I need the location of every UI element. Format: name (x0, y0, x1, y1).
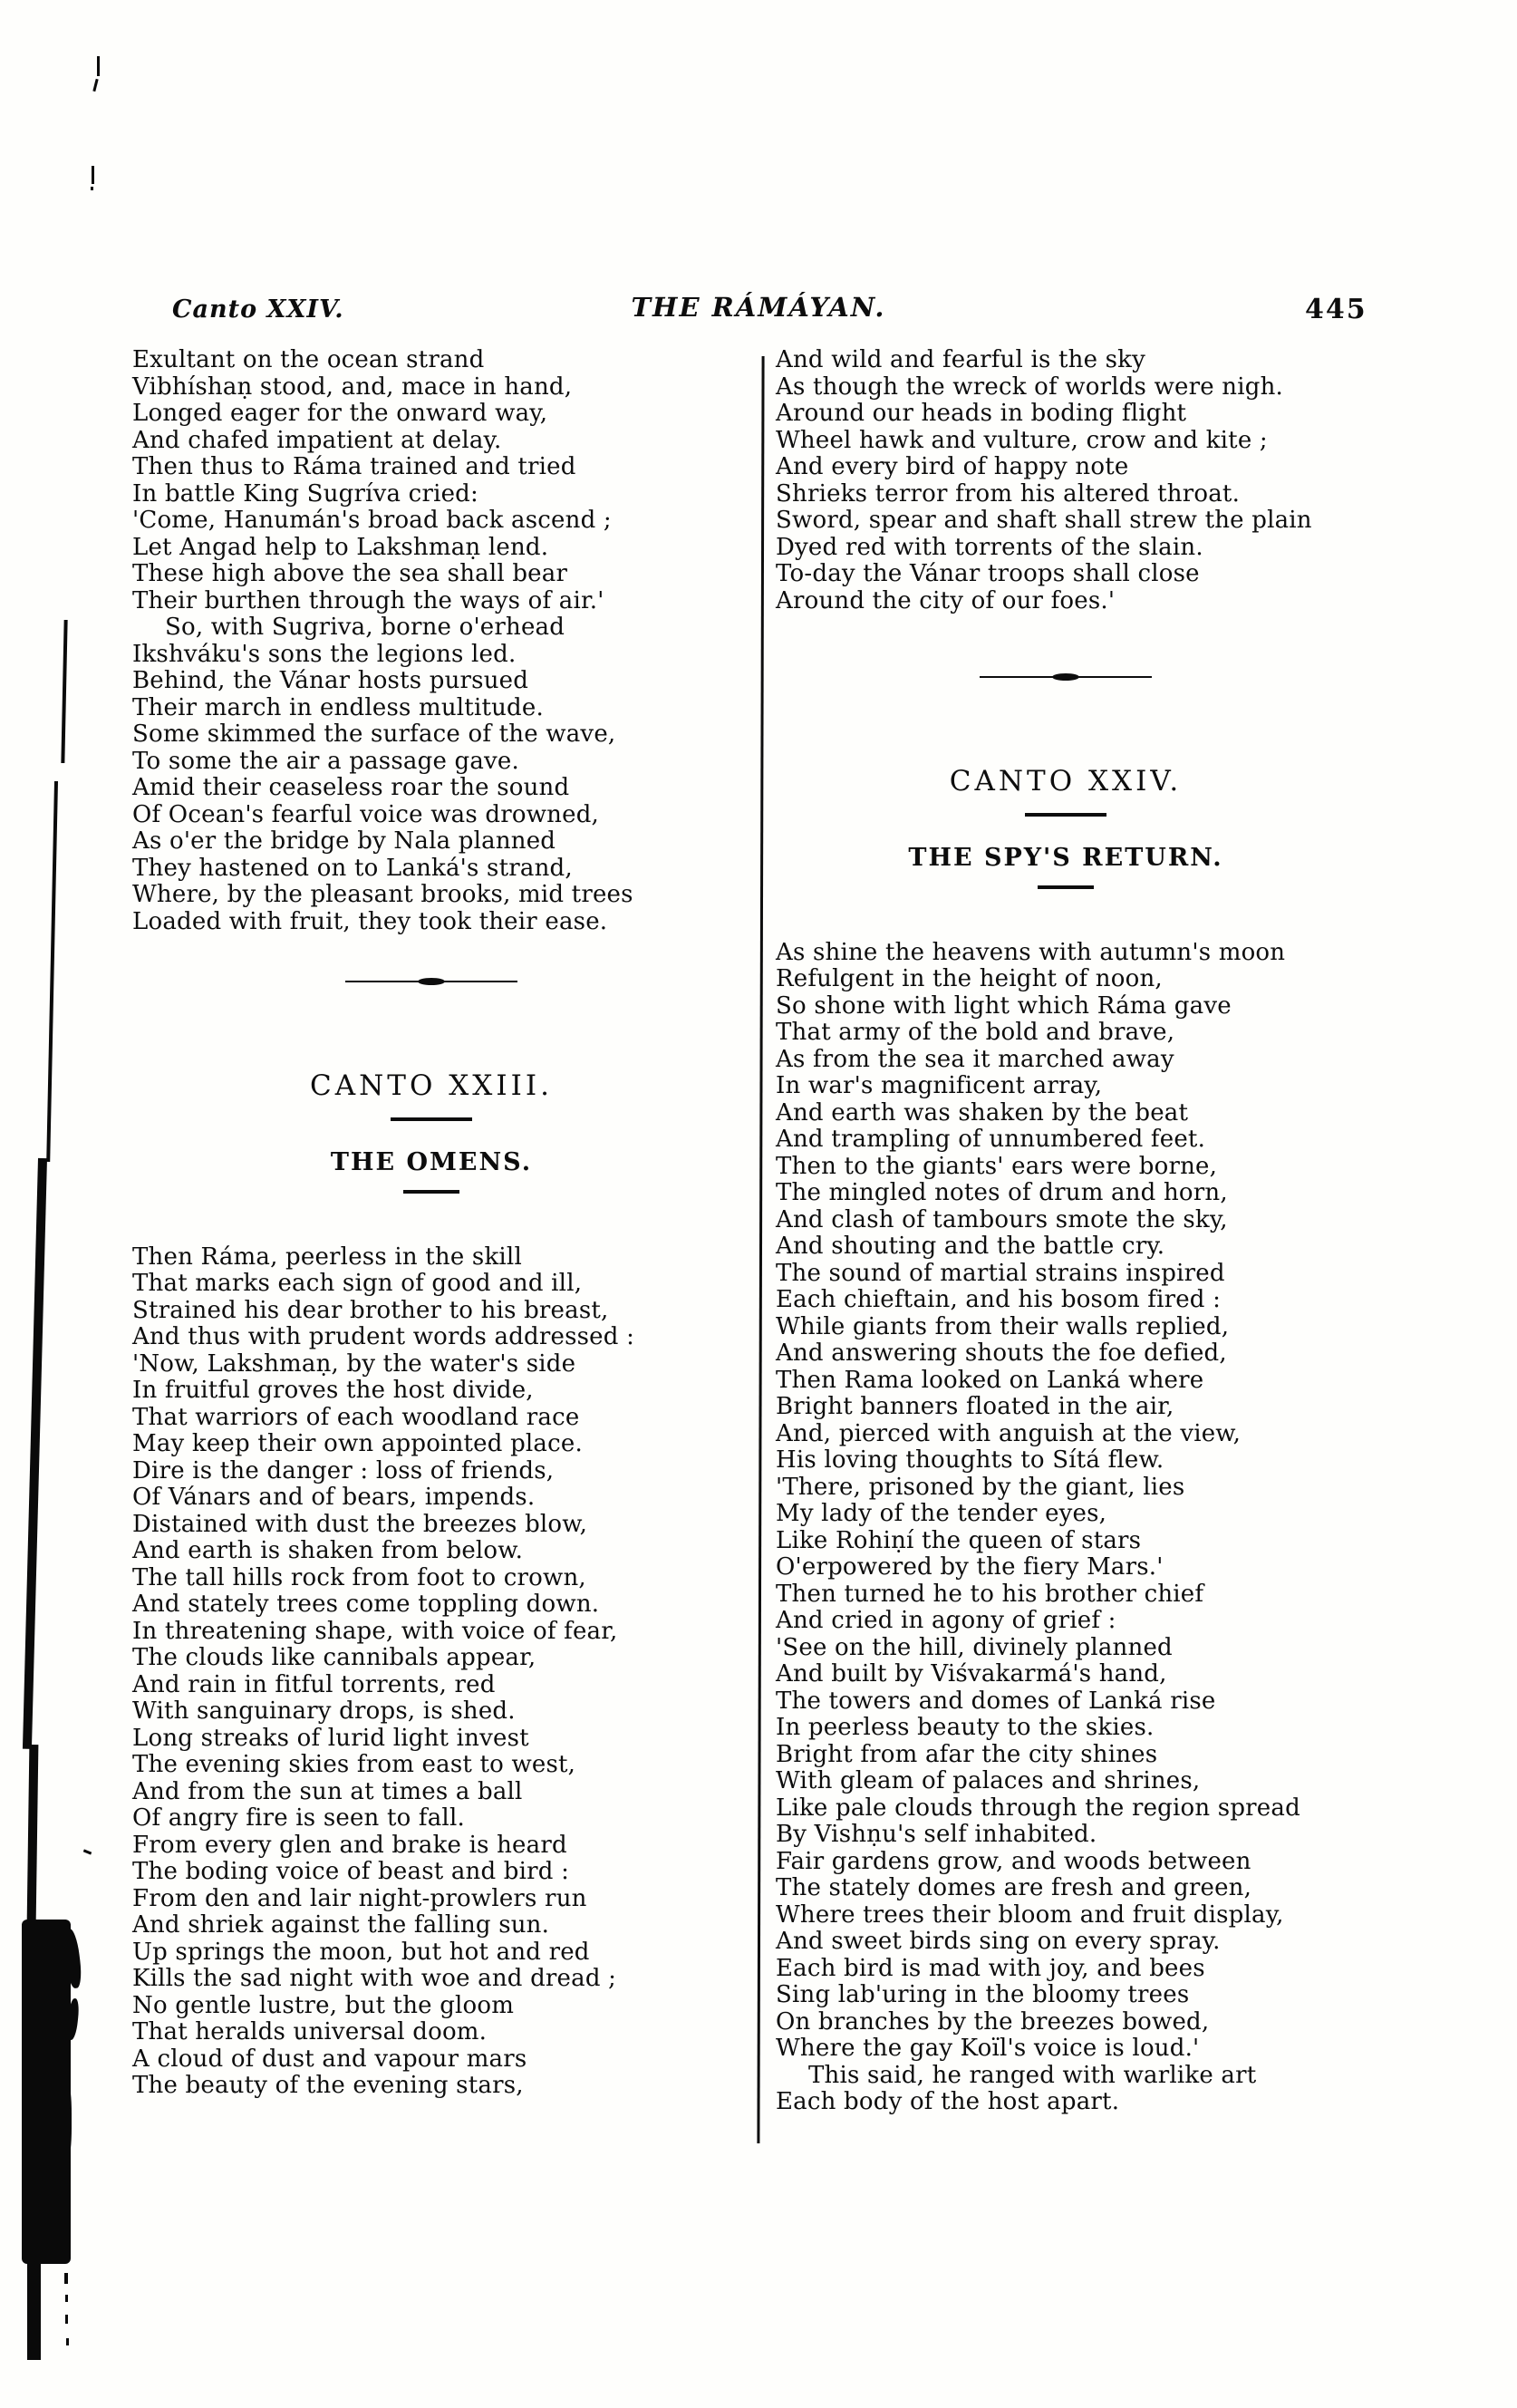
verse-line: And from the sun at times a ball (132, 1777, 523, 1805)
subtitle-rule (403, 1190, 459, 1194)
scan-artifact (92, 166, 94, 184)
verse-line: Like pale clouds through the region spread (776, 1794, 1300, 1822)
verse-line: 'See on the hill, divinely planned (776, 1633, 1173, 1661)
scan-artifact (63, 2084, 72, 2157)
verse-line: The sound of martial strains inspired (776, 1259, 1225, 1287)
verse-line: Long streaks of lurid light invest (132, 1724, 529, 1752)
verse-line: They hastened on to Lanká's strand, (132, 854, 573, 882)
verse-block (132, 347, 730, 935)
verse-line: As from the sea it marched away (776, 1045, 1174, 1073)
verse-line: In war's magnificent array, (776, 1072, 1103, 1100)
verse-line: Then to the giants' ears were borne, (776, 1152, 1218, 1180)
verse-line: From den and lair night-prowlers run (132, 1884, 587, 1912)
verse-line: In peerless beauty to the skies. (776, 1714, 1155, 1742)
verse-line: As o'er the bridge by Nala planned (132, 827, 556, 855)
verse-line: Up springs the moon, but hot and red (132, 1938, 590, 1966)
verse-line: The beauty of the evening stars, (132, 2072, 524, 2100)
verse-line: Then thus to Ráma trained and tried (132, 453, 576, 480)
verse-line: Fair gardens grow, and woods between (776, 1847, 1251, 1875)
verse-line: These high above the sea shall bear (132, 560, 568, 587)
verse-line: Vibhíshaṇ stood, and, mace in hand, (132, 372, 573, 401)
verse-line: And thus with prudent words addressed : (132, 1323, 635, 1351)
scan-artifact (83, 1849, 92, 1854)
canto-subtitle: THE OMENS. (330, 1147, 533, 1176)
verse-line: With gleam of palaces and shrines, (776, 1767, 1201, 1795)
ornament-diamond (1052, 673, 1079, 681)
verse-line: May keep their own appointed place. (132, 1430, 583, 1458)
verse-line: 'Come, Hanumán's broad back ascend ; (132, 507, 612, 534)
scan-artifact (66, 2338, 69, 2345)
scan-artifact (61, 620, 67, 763)
canto-subtitle: THE SPY'S RETURN. (908, 843, 1223, 872)
column-divider-rule (757, 356, 764, 2143)
verse-line: Dyed red with torrents of the slain. (776, 533, 1203, 561)
verse-line: Each bird is mad with joy, and bees (776, 1954, 1205, 1982)
scan-artifact (65, 2315, 68, 2324)
verse-line: The clouds like cannibals appear, (132, 1644, 536, 1672)
verse-line: Ikshváku's sons the legions led. (132, 640, 517, 668)
verse-line: Wheel hawk and vulture, crow and kite ; (776, 426, 1268, 454)
verse-line: Like Rohiṇí the queen of stars (776, 1526, 1142, 1554)
verse-line: The towers and domes of Lanká rise (776, 1687, 1216, 1715)
verse-line: With sanguinary drops, is shed. (132, 1697, 516, 1726)
page-number: 445 (1305, 294, 1367, 325)
verse-line: And wild and fearful is the sky (776, 346, 1146, 373)
verse-line: His loving thoughts to Sítá flew. (776, 1446, 1164, 1475)
scan-artifact (97, 56, 100, 76)
verse-line: Sing lab'uring in the bloomy trees (776, 1981, 1190, 2009)
verse-line: Amid their ceaseless roar the sound (132, 774, 570, 801)
verse-line: And answering shouts the foe defied, (776, 1339, 1227, 1368)
verse-line: To some the air a passage gave. (132, 747, 519, 775)
verse-line: Sword, spear and shaft shall strew the plain (776, 507, 1312, 534)
scan-artifact (27, 2262, 41, 2360)
verse-line: The evening skies from east to west, (132, 1751, 576, 1779)
verse-line: The stately domes are fresh and green, (776, 1874, 1252, 1902)
scan-artifact (46, 781, 57, 1162)
verse-line: So shone with light which Ráma gave (776, 991, 1232, 1020)
ornament-line (345, 981, 420, 983)
verse-line: This said, he ranged with warlike art (808, 2061, 1257, 2089)
verse-line: Refulgent in the height of noon, (776, 965, 1163, 993)
verse-line: Their march in endless multitude. (132, 693, 544, 721)
left-column (132, 347, 730, 2100)
ornament-line (1077, 676, 1152, 679)
verse-line: As shine the heavens with autumn's moon (776, 938, 1286, 966)
verse-line: Where trees their bloom and fruit display, (776, 1900, 1284, 1929)
scan-artifact (23, 1158, 47, 1749)
verse-line: And every bird of happy note (776, 453, 1129, 480)
verse-line: Kills the sad night with woe and dread ; (132, 1965, 617, 1993)
verse-line: Their burthen through the ways of air.' (132, 586, 604, 614)
canto-heading: CANTO XXIII. (310, 1069, 553, 1102)
verse-line: And shouting and the battle cry. (776, 1233, 1165, 1261)
scan-artifact (22, 1920, 71, 2264)
verse-line: In battle King Sugríva cried: (132, 479, 478, 508)
verse-line: And earth was shaken by the beat (776, 1098, 1189, 1127)
verse-line: Exultant on the ocean strand (132, 346, 485, 373)
running-header-canto: Canto XXIV. (172, 295, 344, 324)
verse-line: Each body of the host apart. (776, 2088, 1120, 2116)
verse-line: In threatening shape, with voice of fear, (132, 1617, 618, 1645)
verse-line: Some skimmed the surface of the wave, (132, 720, 616, 748)
verse-line: Around our heads in boding flight (776, 400, 1187, 427)
scan-artifact (64, 2273, 68, 2284)
verse-line: That heralds universal doom. (132, 2018, 488, 2046)
scan-artifact (92, 79, 98, 92)
verse-block (776, 347, 1356, 614)
verse-line: Dire is the danger : loss of friends, (132, 1456, 555, 1484)
verse-line: That warriors of each woodland race (132, 1403, 580, 1431)
verse-line: That marks each sign of good and ill, (132, 1270, 583, 1298)
verse-block (776, 940, 1356, 2116)
verse-line: Around the city of our foes.' (776, 586, 1116, 614)
verse-line: No gentle lustre, but the gloom (132, 1991, 515, 2019)
verse-line: And chafed impatient at delay. (132, 426, 502, 454)
scan-artifact (27, 1745, 39, 1926)
verse-line: The mingled notes of drum and horn, (776, 1179, 1228, 1207)
verse-line: My lady of the tender eyes, (776, 1500, 1107, 1528)
verse-line: Shrieks terror from his altered throat. (776, 479, 1241, 508)
verse-line: Then turned he to his brother chief (776, 1580, 1204, 1608)
verse-line: Longed eager for the onward way, (132, 400, 548, 427)
verse-line: Bright from afar the city shines (776, 1740, 1158, 1768)
verse-line: In fruitful groves the host divide, (132, 1377, 534, 1405)
verse-line: Behind, the Vánar hosts pursued (132, 667, 529, 694)
heading-rule (391, 1117, 472, 1121)
verse-line: O'erpowered by the fiery Mars.' (776, 1553, 1164, 1581)
verse-line: Of angry fire is seen to fall. (132, 1804, 465, 1833)
ornament-diamond (418, 978, 445, 985)
verse-line: Then Ráma, peerless in the skill (132, 1243, 522, 1271)
verse-line: And built by Viśvakarmá's hand, (776, 1660, 1167, 1688)
verse-line: 'There, prisoned by the giant, lies (776, 1473, 1185, 1501)
verse-line: And earth is shaken from below. (132, 1537, 524, 1565)
verse-line: Strained his dear brother to his breast, (132, 1296, 609, 1324)
heading-rule (1025, 813, 1106, 817)
verse-line: And clash of tambours smote the sky, (776, 1205, 1228, 1233)
verse-line: As though the wreck of worlds were nigh. (776, 372, 1284, 401)
verse-line: And stately trees come toppling down. (132, 1591, 600, 1619)
verse-line: To-day the Vánar troops shall close (776, 560, 1200, 587)
verse-block (132, 1244, 730, 2100)
verse-line: Distained with dust the breezes blow, (132, 1510, 588, 1538)
scan-artifact (65, 2295, 68, 2302)
verse-line: And rain in fitful torrents, red (132, 1670, 496, 1698)
verse-line: That army of the bold and brave, (776, 1019, 1175, 1047)
verse-line: 'Now, Lakshmaṇ, by the water's side (132, 1349, 576, 1378)
verse-line: By Vishṇu's self inhabited. (776, 1821, 1097, 1849)
verse-line: The tall hills rock from foot to crown, (132, 1563, 586, 1591)
verse-line: Where, by the pleasant brooks, mid trees (132, 881, 633, 908)
verse-line: And, pierced with anguish at the view, (776, 1419, 1242, 1447)
ornament-line (443, 981, 517, 983)
canto-heading: CANTO XXIV. (949, 765, 1183, 798)
verse-line: The boding voice of beast and bird : (132, 1858, 570, 1886)
verse-line: On branches by the breezes bowed, (776, 2007, 1210, 2036)
verse-line: Let Angad help to Lakshmaṇ lend. (132, 533, 549, 561)
section-divider-ornament (980, 672, 1152, 682)
right-column (776, 347, 1356, 2116)
verse-line: Bright banners floated in the air, (776, 1393, 1174, 1421)
subtitle-rule (1038, 885, 1094, 889)
verse-line: From every glen and brake is heard (132, 1831, 567, 1859)
verse-line: While giants from their walls replied, (776, 1312, 1230, 1340)
verse-line: So, with Sugriva, borne o'erhead (165, 614, 565, 641)
verse-line: A cloud of dust and vapour mars (132, 2045, 527, 2073)
verse-line: Of Ocean's fearful voice was drowned, (132, 800, 600, 828)
verse-line: And shriek against the falling sun. (132, 1911, 550, 1939)
verse-line: And cried in agony of grief : (776, 1607, 1116, 1635)
verse-line: And trampling of unnumbered feet. (776, 1126, 1206, 1154)
verse-line: Each chieftain, and his bosom fired : (776, 1286, 1222, 1314)
verse-line: Then Rama looked on Lanká where (776, 1366, 1204, 1394)
verse-line: And sweet birds sing on every spray. (776, 1928, 1221, 1956)
verse-line: Loaded with fruit, they took their ease. (132, 907, 608, 935)
running-header-title: THE RÁMÁYAN. (631, 292, 886, 323)
verse-line: Of Vánars and of bears, impends. (132, 1484, 536, 1512)
scan-artifact (91, 187, 93, 190)
verse-line: Where the gay Koïl's voice is loud.' (776, 2035, 1200, 2063)
ornament-line (980, 676, 1054, 679)
section-divider-ornament (345, 977, 517, 986)
